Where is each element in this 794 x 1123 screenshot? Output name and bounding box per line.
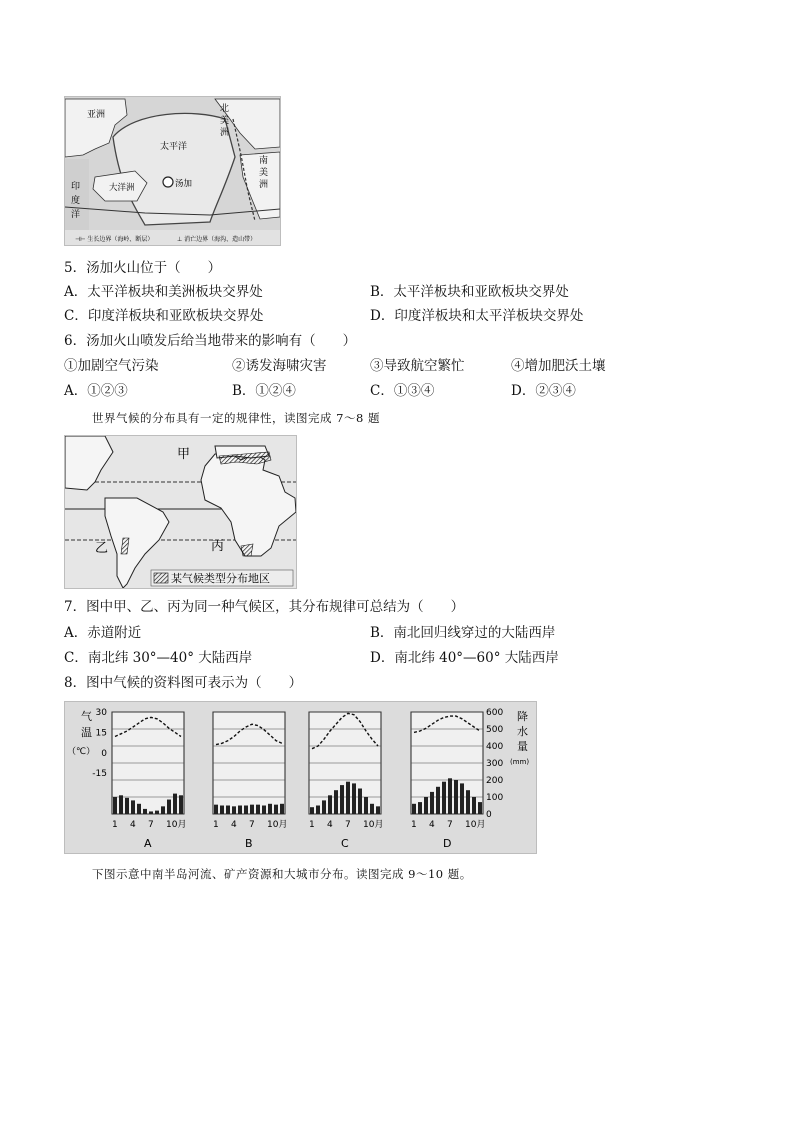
precip-bar	[412, 804, 416, 814]
precip-bar	[316, 806, 320, 815]
q7-option-d[interactable]: D．南北纬 40°—60° 大陆西岸	[370, 650, 559, 666]
precip-bar	[478, 802, 482, 814]
precip-bar	[364, 797, 368, 814]
precip-bar	[173, 794, 177, 814]
x-tick-label: 4	[130, 820, 136, 830]
label-tonga: 汤加	[175, 179, 193, 189]
precip-bar	[137, 804, 141, 814]
precip-bar	[424, 797, 428, 814]
q6-option-b[interactable]: B．①②④	[232, 383, 296, 399]
plate-boundary-map	[64, 96, 281, 246]
legend-ridge: ⊣⊢ 生长边界（海岭、断层）	[75, 236, 154, 243]
x-tick-label: 4	[231, 820, 237, 830]
plate-map-svg	[65, 97, 280, 245]
precip-bar	[256, 805, 260, 814]
q7-option-a[interactable]: A．赤道附近	[64, 625, 142, 641]
precip-bar	[214, 805, 218, 814]
panel-name: A	[144, 837, 152, 850]
x-tick-label: 7	[345, 820, 351, 830]
svg-text:美: 美	[220, 116, 230, 126]
q6-item-4: ④增加肥沃土壤	[511, 358, 606, 374]
panel-name: B	[245, 837, 253, 850]
x-tick-label: 10月	[267, 820, 288, 830]
precip-bar	[334, 790, 338, 814]
precip-bar	[376, 806, 380, 814]
precip-bar	[244, 806, 248, 815]
svg-text:度: 度	[71, 196, 81, 206]
precip-bar	[167, 800, 171, 814]
precip-bar	[310, 807, 314, 814]
svg-text:印: 印	[71, 182, 81, 192]
x-tick-label: 4	[429, 820, 435, 830]
x-tick-label: 4	[327, 820, 333, 830]
q6-item-1: ①加剧空气污染	[64, 358, 159, 374]
precip-bar	[155, 811, 159, 814]
precip-bar	[418, 802, 422, 814]
precip-bar	[346, 782, 350, 814]
svg-text:北: 北	[220, 104, 230, 114]
precip-bar	[131, 800, 135, 814]
legend-trench: ⊥ 消亡边界（海沟、造山带）	[177, 236, 257, 243]
right-axis-tick: 500	[486, 725, 504, 735]
right-axis-tick: 100	[486, 793, 504, 803]
right-axis-unit: (mm)	[510, 758, 530, 766]
tonga-volcano-marker	[163, 177, 173, 187]
legend-hatch-swatch	[154, 573, 168, 583]
q6-item-3: ③导致航空繁忙	[370, 358, 465, 374]
panel-name: C	[341, 837, 349, 850]
q5-option-b[interactable]: B．太平洋板块和亚欧板块交界处	[370, 284, 569, 300]
hatched-area-bing	[241, 544, 253, 556]
svg-text:洲: 洲	[220, 128, 230, 138]
left-axis-tick: 15	[95, 728, 107, 739]
precip-bar	[125, 798, 129, 814]
right-axis-label-char: 水	[517, 725, 528, 738]
svg-text:美: 美	[259, 168, 269, 178]
precip-bar	[262, 806, 266, 815]
label-south-america	[259, 154, 268, 190]
right-axis-tick: 200	[486, 776, 504, 786]
right-axis-label-char: 量	[517, 740, 528, 753]
svg-text:洲: 洲	[259, 180, 269, 190]
precip-bar	[143, 809, 147, 814]
q7-option-c[interactable]: C．南北纬 30°—40° 大陆西岸	[64, 650, 253, 666]
x-tick-label: 1	[213, 820, 219, 830]
label-jia: 甲	[177, 447, 191, 462]
climate-map-svg	[65, 436, 296, 588]
label-north-america	[220, 102, 229, 138]
x-tick-label: 7	[249, 820, 255, 830]
precip-bar	[238, 806, 242, 815]
label-indian-ocean	[71, 180, 80, 220]
left-axis-unit: （℃）	[67, 747, 96, 757]
precip-bar	[358, 789, 362, 815]
q6-option-c[interactable]: C．①③④	[370, 383, 435, 399]
label-pacific: 太平洋	[160, 142, 188, 152]
precip-bar	[370, 804, 374, 814]
label-yi: 乙	[95, 541, 109, 556]
precip-bar	[113, 797, 117, 814]
svg-text:洋: 洋	[71, 210, 81, 220]
q7-option-b[interactable]: B．南北回归线穿过的大陆西岸	[370, 625, 556, 641]
intro-7-8: 世界气候的分布具有一定的规律性，读图完成 7～8 题	[92, 411, 380, 425]
q6-option-a[interactable]: A．①②③	[64, 383, 128, 399]
intro-9-10: 下图示意中南半岛河流、矿产资源和大城市分布。读图完成 9～10 题。	[92, 867, 472, 881]
left-axis-label-char: 气	[81, 710, 92, 723]
climate-charts-figure	[64, 701, 537, 854]
x-tick-label: 10月	[363, 820, 384, 830]
legend-label: 某气候类型分布地区	[171, 572, 270, 585]
precip-bar	[179, 795, 183, 814]
svg-text:南: 南	[259, 156, 269, 166]
precip-bar	[472, 797, 476, 814]
precip-bar	[280, 804, 284, 814]
x-tick-label: 10月	[166, 820, 187, 830]
q6-stem: 6．汤加火山喷发后给当地带来的影响有（ ）	[64, 333, 357, 349]
precip-bar	[352, 783, 356, 814]
q6-option-d[interactable]: D．②③④	[511, 383, 576, 399]
precip-bar	[436, 787, 440, 814]
climate-charts-svg	[65, 702, 536, 853]
panel-name: D	[443, 837, 452, 850]
left-axis-label-char: 温	[81, 726, 92, 739]
x-tick-label: 7	[148, 820, 154, 830]
left-axis-tick: -15	[92, 769, 107, 780]
x-tick-label: 1	[112, 820, 118, 830]
label-bing: 丙	[211, 539, 225, 554]
q5-option-a[interactable]: A．太平洋板块和美洲板块交界处	[64, 284, 263, 300]
left-axis-tick: 0	[101, 748, 107, 759]
precip-bar	[322, 800, 326, 814]
precip-bar	[328, 795, 332, 814]
q5-stem: 5．汤加火山位于（ ）	[64, 260, 222, 276]
right-axis-tick: 600	[486, 708, 504, 718]
q7-stem: 7．图中甲、乙、丙为同一种气候区，其分布规律可总结为（ ）	[64, 599, 465, 615]
right-axis-tick: 300	[486, 759, 504, 769]
precip-bar	[466, 790, 470, 814]
x-tick-label: 7	[447, 820, 453, 830]
x-tick-label: 1	[411, 820, 417, 830]
precip-bar	[442, 782, 446, 814]
precip-bar	[161, 806, 165, 814]
q6-item-2: ②诱发海啸灾害	[232, 358, 327, 374]
precip-bar	[226, 806, 230, 815]
precip-bar	[430, 792, 434, 814]
precip-bar	[268, 804, 272, 814]
right-axis-tick: 0	[486, 810, 492, 820]
precip-bar	[454, 780, 458, 814]
precip-bar	[232, 806, 236, 814]
q8-stem: 8．图中气候的资料图可表示为（ ）	[64, 675, 303, 691]
label-asia: 亚洲	[87, 110, 106, 120]
precip-bar	[274, 805, 278, 814]
precip-bar	[340, 785, 344, 814]
precip-bar	[119, 795, 123, 814]
x-tick-label: 10月	[465, 820, 486, 830]
precip-bar	[220, 806, 224, 815]
q5-option-c[interactable]: C．印度洋板块和亚欧板块交界处	[64, 308, 264, 324]
left-axis-tick: 30	[95, 708, 107, 718]
q5-option-d[interactable]: D．印度洋板块和太平洋板块交界处	[370, 308, 584, 324]
climate-distribution-map	[64, 435, 297, 589]
right-axis-tick: 400	[486, 742, 504, 752]
indian-ocean-area	[65, 159, 89, 231]
x-tick-label: 1	[309, 820, 315, 830]
precip-bar	[460, 783, 464, 814]
precip-bar	[448, 778, 452, 814]
precip-bar	[149, 811, 153, 814]
label-oceania: 大洋洲	[109, 183, 135, 193]
right-axis-label-char: 降	[517, 710, 528, 723]
precip-bar	[250, 805, 254, 814]
